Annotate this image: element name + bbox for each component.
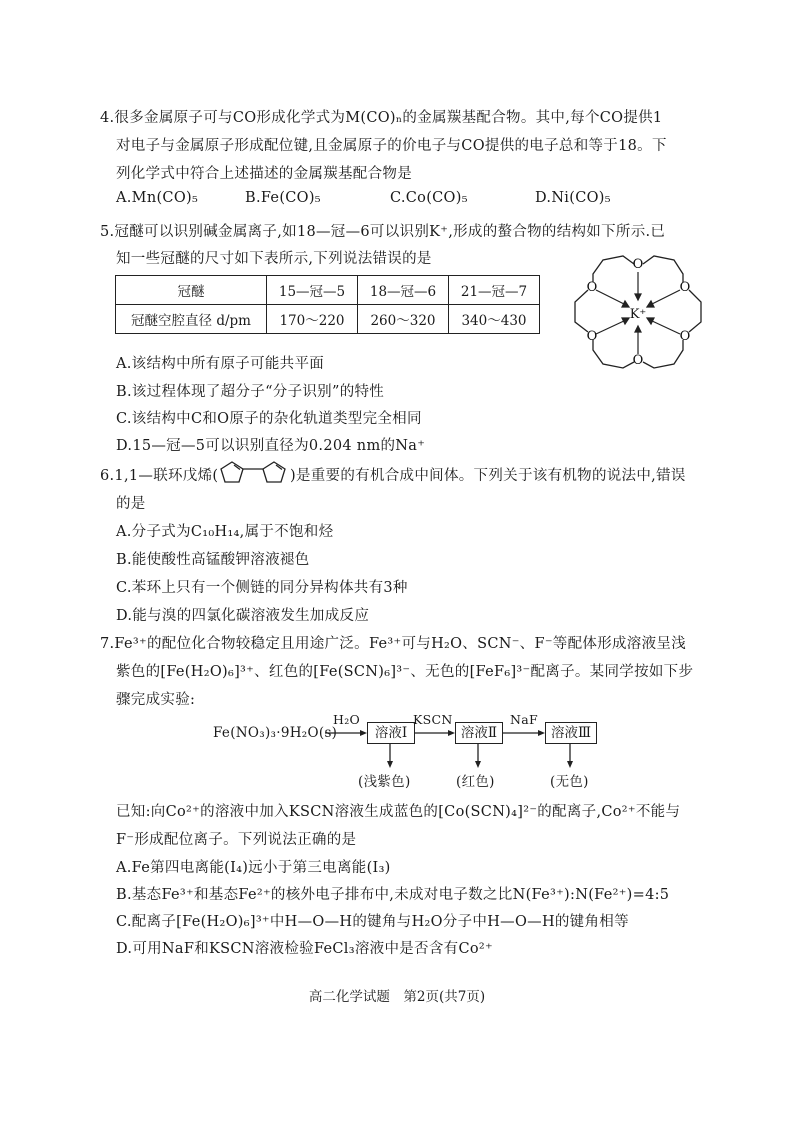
arrow-right-icon (325, 729, 367, 737)
bicyclopentenyl-structure (218, 458, 290, 488)
q5-line-2: 知一些冠醚的尺寸如下表所示,下列说法错误的是 (116, 251, 432, 267)
table-row (116, 276, 540, 305)
table-header: 15—冠—5 (267, 276, 358, 305)
q4-line-2: 对电子与金属原子形成配位键,且金属原子的价电子与CO提供的电子总和等于18。下 (116, 138, 667, 154)
table-cell: 260～320 (358, 305, 449, 334)
flow-start-reagent: Fe(NO₃)₃·9H₂O(s) (213, 725, 338, 741)
oxygen-atom-label: O (586, 329, 598, 344)
flow-reagent-water: H₂O (333, 712, 361, 727)
q7-option-c: C.配离子[Fe(H₂O)₆]³⁺中H—O—H的键角与H₂O分子中H—O—H的键角相等 (116, 914, 629, 930)
q6-line-2: 的是 (116, 496, 146, 512)
q6-line-1-prefix: 6.1,1—联环戊烯( (100, 468, 219, 484)
q4-option-c: C.Co(CO)₅ (390, 190, 468, 206)
table-row (116, 305, 540, 334)
crown-ether-k-complex-structure (565, 250, 705, 375)
q6-option-b: B.能使酸性高锰酸钾溶液褪色 (116, 552, 310, 568)
q7-known-line-1: 已知:向Co²⁺的溶液中加入KSCN溶液生成蓝色的[Co(SCN)₄]²⁻的配离子,Co²⁺不能与 (116, 804, 681, 820)
q5-line-1: 5.冠醚可以识别碱金属离子,如18—冠—6可以识别K⁺,形成的螯合物的结构如下所示.已 (100, 224, 666, 240)
q5-option-a: A.该结构中所有原子可能共平面 (116, 356, 325, 372)
q7-option-b: B.基态Fe³⁺和基态Fe²⁺的核外电子排布中,未成对电子数之比N(Fe³⁺):N(Fe²⁺)=4:5 (116, 887, 670, 903)
flow-solution-1-box: 溶液Ⅰ (367, 722, 415, 744)
arrow-down-icon (474, 744, 482, 768)
page-footer: 高二化学试题 第2页(共7页) (308, 989, 486, 1005)
flow-reagent-naf: NaF (510, 712, 538, 727)
q5-option-b: B.该过程体现了超分子“分子识别”的特性 (116, 384, 385, 400)
flow-solution-2-box: 溶液Ⅱ (455, 722, 503, 744)
crown-ether-table (115, 275, 540, 334)
q4-option-a: A.Mn(CO)₅ (116, 190, 199, 206)
q4-option-d: D.Ni(CO)₅ (535, 190, 611, 206)
potassium-ion-label: K⁺ (629, 307, 647, 322)
flow-color-1: (浅紫色) (358, 774, 411, 790)
table-header: 21—冠—7 (449, 276, 540, 305)
flow-reagent-kscn: KSCN (413, 712, 453, 727)
table-cell: 340～430 (449, 305, 540, 334)
table-header: 冠醚 (116, 276, 267, 305)
q7-line-3: 骤完成实验: (116, 692, 196, 708)
table-cell: 冠醚空腔直径 d/pm (116, 305, 267, 334)
oxygen-atom-label: O (679, 329, 691, 344)
table-cell: 170～220 (267, 305, 358, 334)
arrow-right-icon (503, 729, 545, 737)
arrow-down-icon (386, 744, 394, 768)
arrow-down-icon (566, 744, 574, 768)
flow-color-2: (红色) (456, 774, 495, 790)
q5-option-c: C.该结构中C和O原子的杂化轨道类型完全相同 (116, 411, 422, 427)
q4-line-1: 4.很多金属原子可与CO形成化学式为M(CO)ₙ的金属羰基配合物。其中,每个CO提供1 (100, 110, 663, 126)
q7-option-a: A.Fe第四电离能(I₄)远小于第三电离能(I₃) (116, 860, 391, 876)
oxygen-atom-label: O (632, 257, 644, 272)
oxygen-atom-label: O (679, 280, 691, 295)
q5-option-d: D.15—冠—5可以识别直径为0.204 nm的Na⁺ (116, 438, 426, 454)
q7-line-1: 7.Fe³⁺的配位化合物较稳定且用途广泛。Fe³⁺可与H₂O、SCN⁻、F⁻等配体形成溶液呈浅 (100, 636, 686, 652)
table-header: 18—冠—6 (358, 276, 449, 305)
q6-line-1-suffix: )是重要的有机合成中间体。下列关于该有机物的说法中,错误 (290, 468, 686, 484)
flow-color-3: (无色) (550, 774, 589, 790)
q7-option-d: D.可用NaF和KSCN溶液检验FeCl₃溶液中是否含有Co²⁺ (116, 941, 493, 957)
oxygen-atom-label: O (586, 280, 598, 295)
flow-solution-3-box: 溶液Ⅲ (545, 722, 597, 744)
q7-known-line-2: F⁻形成配位离子。下列说法正确的是 (116, 832, 357, 848)
oxygen-atom-label: O (632, 353, 644, 368)
q7-line-2: 紫色的[Fe(H₂O)₆]³⁺、红色的[Fe(SCN)₆]³⁻、无色的[FeF₆]³⁻配离子。某同学按如下步 (116, 664, 694, 680)
q6-option-c: C.苯环上只有一个侧链的同分异构体共有3种 (116, 580, 408, 596)
arrow-right-icon (415, 729, 455, 737)
q4-line-3: 列化学式中符合上述描述的金属羰基配合物是 (116, 166, 412, 182)
q6-option-d: D.能与溴的四氯化碳溶液发生加成反应 (116, 608, 370, 624)
q6-option-a: A.分子式为C₁₀H₁₄,属于不饱和烃 (116, 524, 334, 540)
q4-option-b: B.Fe(CO)₅ (245, 190, 321, 206)
